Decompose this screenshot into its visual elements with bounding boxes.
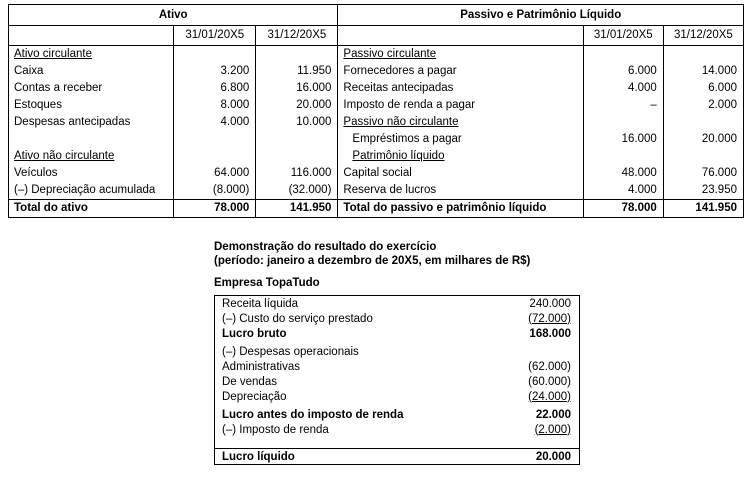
income-statement-row [215,296,580,312]
income-statement-row [215,311,580,326]
assets-blank-cell [9,26,174,46]
liability-label-text: Receitas antecipadas [343,82,454,94]
liability-label-text: Imposto de renda a pagar [343,99,476,111]
balance-sheet-row [9,148,744,165]
liability-value-col-1: 4.000 [583,80,663,97]
asset-label-text: Ativo circulante [14,48,92,60]
balance-sheet-row [9,114,744,131]
liability-label-text: Empréstimos a pagar [352,133,462,145]
income-label: Administrativas [222,360,300,373]
asset-value-col-1: 3.200 [174,63,256,80]
liability-value-col-1: 16.000 [583,131,663,148]
asset-label-text: Contas a receber [14,82,103,94]
balance-sheet-row [9,165,744,182]
liability-value-col-1: 48.000 [583,165,663,182]
asset-label [9,63,174,80]
asset-value-col-2 [256,46,338,64]
income-statement-row [215,404,580,422]
net-income-row [215,449,580,465]
balance-sheet-row [9,131,744,148]
income-label: Lucro bruto [222,327,287,340]
liability-label-text: Passivo circulante [343,48,437,60]
liability-value-col-2: 20.000 [663,131,743,148]
asset-label [9,46,174,64]
assets-header: Ativo [9,5,338,26]
liability-value-col-2: 14.000 [663,63,743,80]
income-value-text: (72.000) [528,312,571,325]
asset-value-col-1 [174,148,256,165]
liability-value-col-2: 6.000 [663,80,743,97]
asset-value-col-1: (8.000) [174,182,256,200]
liability-label-text: Capital social [343,167,412,179]
asset-value-col-1 [174,131,256,148]
income-label: Lucro antes do imposto de renda [222,408,404,421]
asset-value-col-1 [174,46,256,64]
income-statement-row [215,422,580,437]
asset-label [9,114,174,131]
asset-label [9,97,174,114]
liability-label-text: Reserva de lucros [343,184,437,196]
income-statement-title-line-2: (período: janeiro a dezembro de 20X5, em milhares de R$) [214,254,531,267]
asset-value-col-2 [256,148,338,165]
asset-label-text: Estoques [14,99,62,111]
assets-date-col-2: 31/12/20X5 [256,26,338,46]
asset-value-col-2: 11.950 [256,63,338,80]
liability-label [338,182,583,200]
asset-label [9,182,174,200]
asset-label-text: Ativo não circulante [14,150,115,162]
liability-label-text: Fornecedores a pagar [343,65,457,77]
income-statement-title-line-1: Demonstração do resultado do exercício [214,241,437,253]
asset-label [9,148,174,165]
income-value [471,389,580,404]
liability-value-col-2 [663,46,743,64]
asset-value-col-1: 8.000 [174,97,256,114]
income-statement [214,241,574,465]
balance-sheet-header-row [9,5,744,26]
liability-value-col-1 [583,114,663,131]
liability-label [338,114,583,131]
liabilities-blank-cell [338,26,583,46]
liability-label [338,97,583,114]
company-name: Empresa TopaTudo [214,277,320,289]
income-statement-table [214,295,580,465]
income-label: (–) Despesas operacionais [222,345,359,358]
income-statement-row [215,326,580,341]
balance-sheet-table [8,4,744,218]
liability-label-text: Passivo não circulante [343,116,459,128]
balance-sheet [8,4,744,218]
liability-value-col-2: 76.000 [663,165,743,182]
asset-label-text: Veículos [14,167,58,179]
liability-label [338,63,583,80]
liabilities-total-col-1: 78.000 [583,200,663,218]
income-statement-row [215,374,580,389]
balance-sheet-row [9,182,744,200]
income-statement-spacer [215,437,580,449]
liability-label [338,165,583,182]
liability-value-col-1 [583,148,663,165]
asset-label [9,80,174,97]
asset-label [9,131,174,148]
asset-label-text: Despesas antecipadas [14,116,131,128]
liabilities-header: Passivo e Patrimônio Líquido [338,5,744,26]
income-statement-row [215,359,580,374]
balance-sheet-row [9,46,744,64]
asset-value-col-1: 64.000 [174,165,256,182]
liability-label [338,80,583,97]
liability-label [338,46,583,64]
assets-date-col-1: 31/01/20X5 [174,26,256,46]
spacer-cell-value [471,437,580,449]
income-value: 168.000 [529,327,571,340]
asset-value-col-2: 16.000 [256,80,338,97]
income-value: 240.000 [529,297,571,310]
liability-label [338,131,583,148]
liabilities-total-label: Total do passivo e patrimônio líquido [338,200,583,218]
liability-value-col-1: – [583,97,663,114]
asset-value-col-2: 20.000 [256,97,338,114]
liability-label [338,148,583,165]
assets-total-col-1: 78.000 [174,200,256,218]
liabilities-total-col-2: 141.950 [663,200,743,218]
balance-sheet-date-row [9,26,744,46]
asset-value-col-1: 4.000 [174,114,256,131]
income-value [471,422,580,437]
balance-sheet-row [9,63,744,80]
liability-value-col-2: 23.950 [663,182,743,200]
balance-sheet-total-row [9,200,744,218]
income-value [471,341,580,359]
income-label: (–) Imposto de renda [222,423,329,436]
liability-value-col-1: 4.000 [583,182,663,200]
income-value: (60.000) [528,375,571,388]
income-statement-row [215,389,580,404]
income-value-text: (24.000) [528,390,571,403]
liability-value-col-2: 2.000 [663,97,743,114]
income-statement-title [214,241,574,268]
income-label: Receita líquida [222,297,299,310]
assets-total-col-2: 141.950 [256,200,338,218]
income-label: (–) Custo do serviço prestado [222,312,373,325]
liability-value-col-2 [663,114,743,131]
liability-value-col-2 [663,148,743,165]
asset-label-text: (–) Depreciação acumulada [14,184,156,196]
asset-value-col-2 [256,131,338,148]
liability-value-col-1 [583,46,663,64]
asset-value-col-2: 10.000 [256,114,338,131]
income-label: De vendas [222,375,277,388]
income-value: 22.000 [535,408,571,421]
spacer-cell-label [215,437,472,449]
asset-value-col-2: (32.000) [256,182,338,200]
asset-label [9,165,174,182]
income-value [471,311,580,326]
liability-label-text: Patrimônio líquido [352,150,445,162]
assets-total-label: Total do ativo [9,200,174,218]
net-income-value: 20.000 [471,449,580,465]
liabilities-date-col-1: 31/01/20X5 [583,26,663,46]
income-value-text: (2.000) [534,423,571,436]
balance-sheet-row [9,97,744,114]
income-statement-row [215,341,580,359]
liabilities-date-col-2: 31/12/20X5 [663,26,743,46]
asset-value-col-1: 6.800 [174,80,256,97]
asset-value-col-2: 116.000 [256,165,338,182]
balance-sheet-row [9,80,744,97]
asset-label-text: Caixa [14,65,44,77]
income-value: (62.000) [528,360,571,373]
net-income-label: Lucro líquido [215,449,472,465]
liability-value-col-1: 6.000 [583,63,663,80]
income-label: Depreciação [222,390,287,403]
